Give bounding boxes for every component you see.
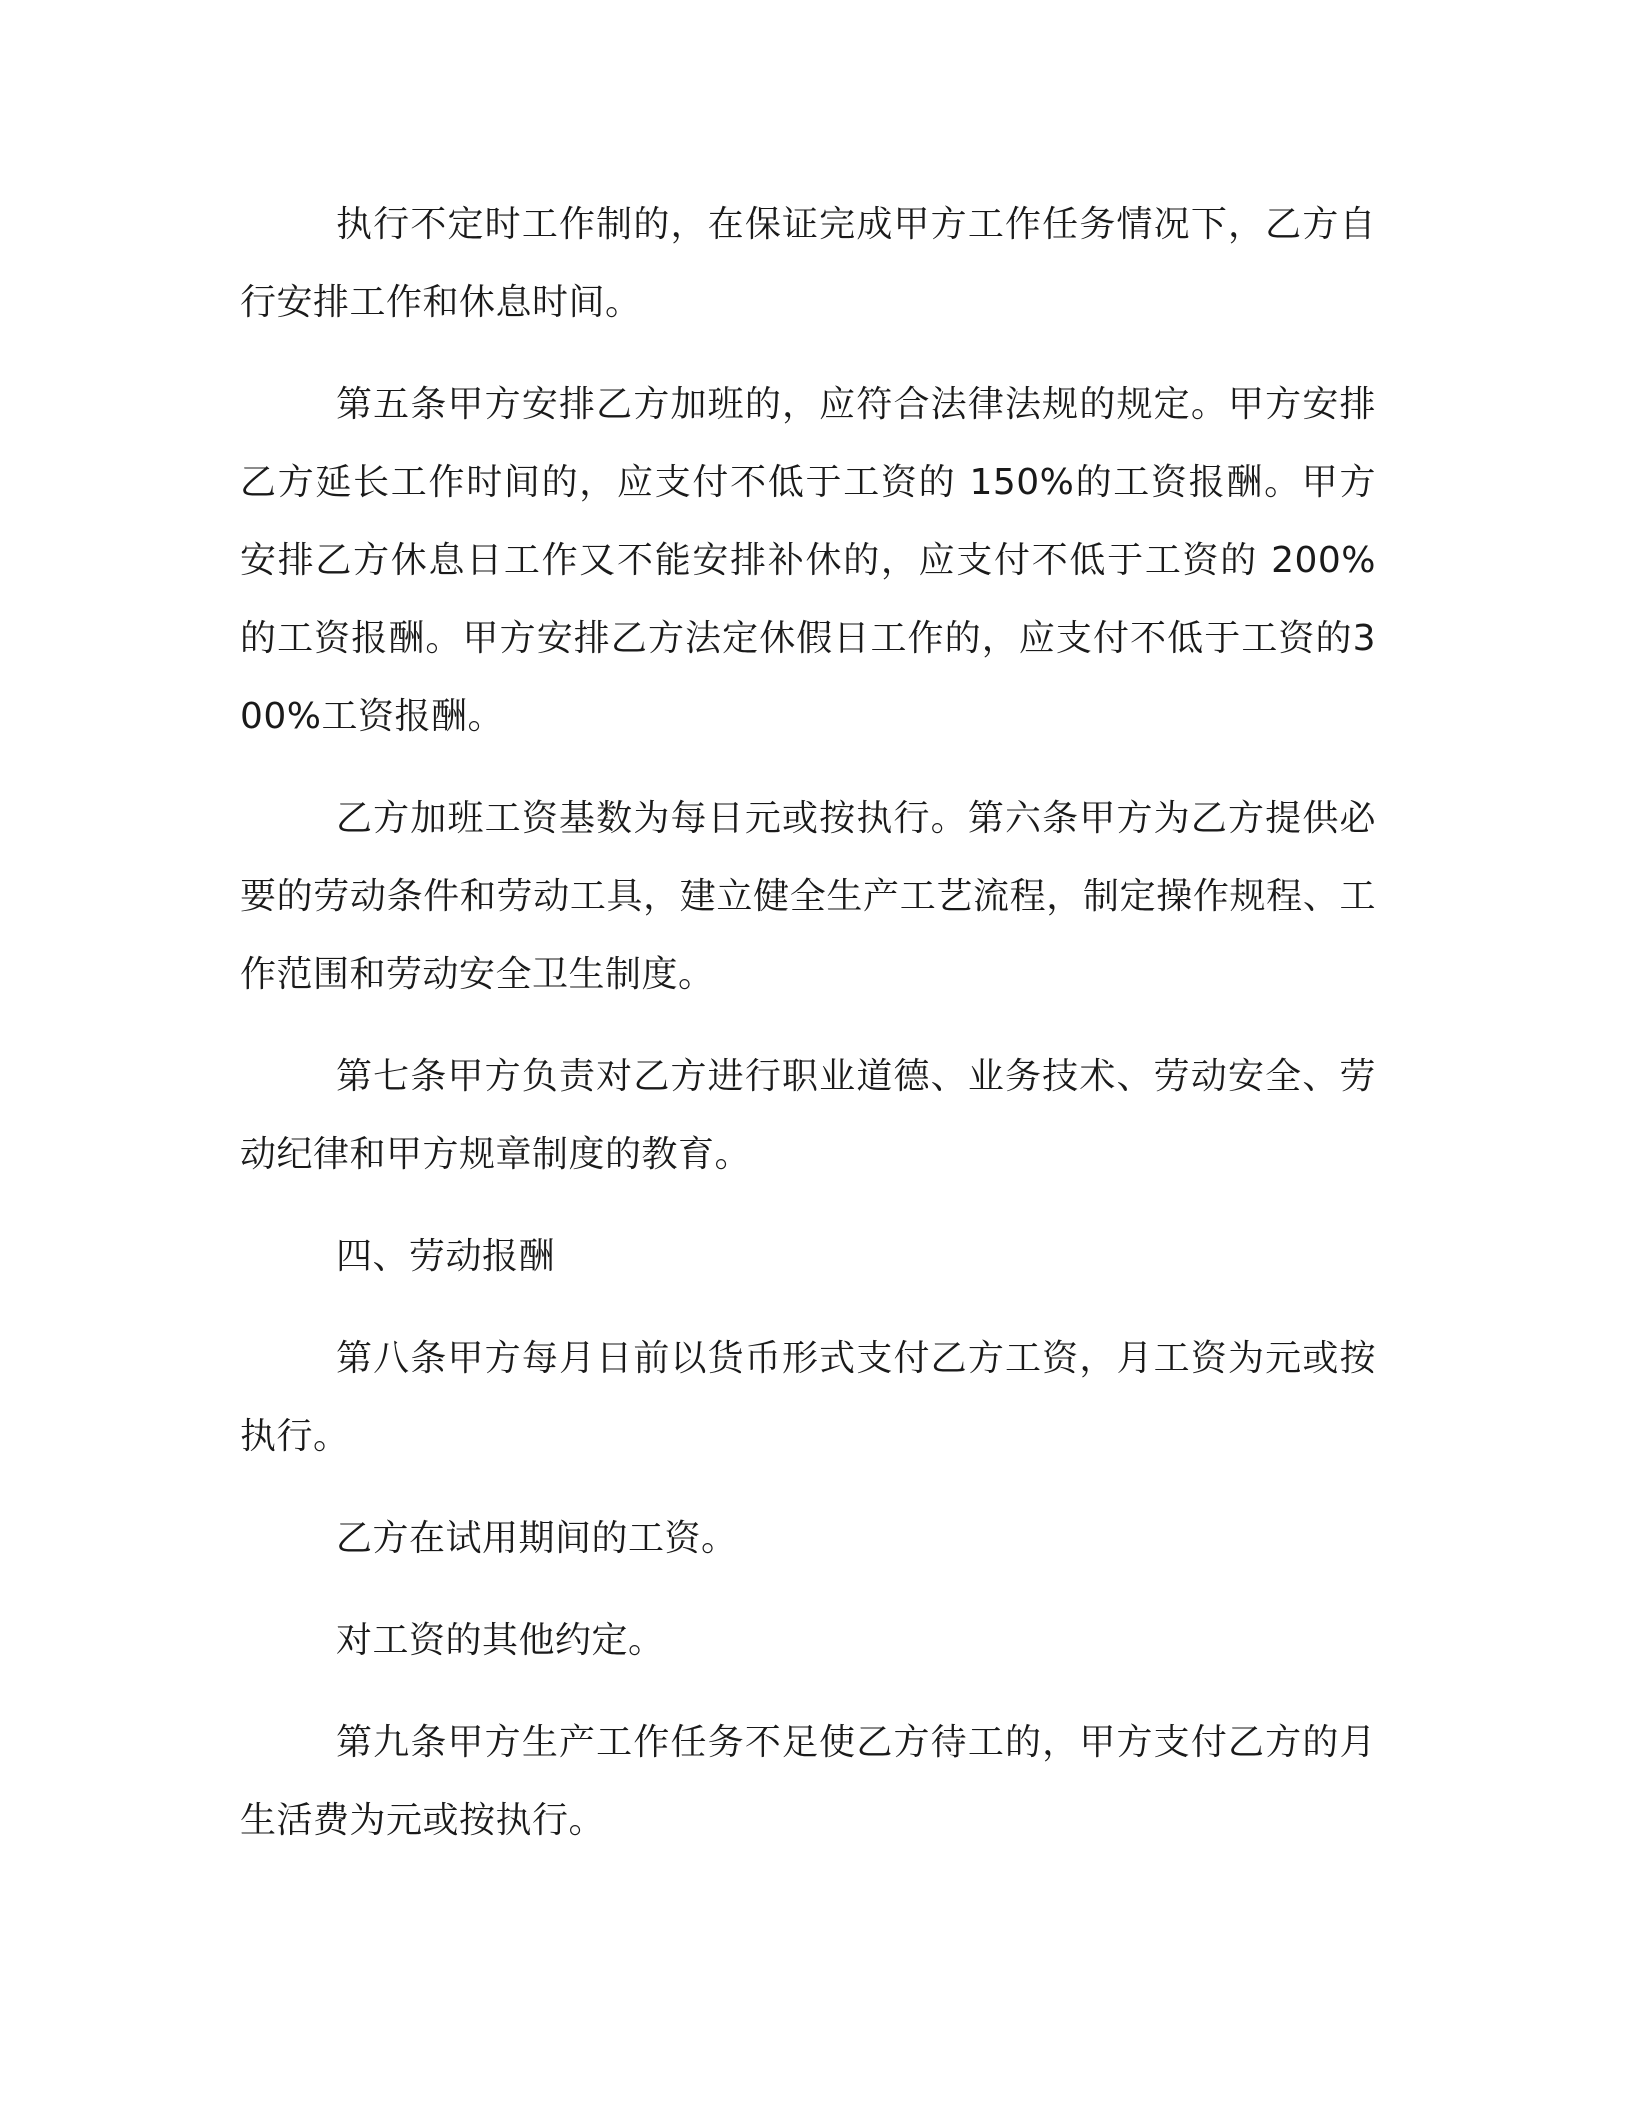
paragraph-article-5-overtime: 第五条甲方安排乙方加班的，应符合法律法规的规定。甲方安排乙方延长工作时间的，应支付不低于工资的 150%的工资报酬。甲方安排乙方休息日工作又不能安排补休的，应支付不低于工资的 200%的工资报酬。甲方安排乙方法定休假日工作的，应支付不低于工资的300%工资报酬。 <box>240 384 1376 737</box>
paragraph-article-9-living-allowance: 第九条甲方生产工作任务不足使乙方待工的，甲方支付乙方的月生活费为元或按执行。 <box>240 1722 1376 1841</box>
paragraph-probation-wage: 乙方在试用期间的工资。 <box>336 1518 738 1559</box>
paragraph-other-wage-terms: 对工资的其他约定。 <box>336 1620 665 1661</box>
paragraph-article-8-wages: 第八条甲方每月日前以货币形式支付乙方工资，月工资为元或按执行。 <box>240 1338 1376 1457</box>
section-heading-labor-remuneration: 四、劳动报酬 <box>336 1236 556 1277</box>
paragraph-article-6-conditions: 乙方加班工资基数为每日元或按执行。第六条甲方为乙方提供必要的劳动条件和劳动工具，建立健全生产工艺流程，制定操作规程、工作范围和劳动安全卫生制度。 <box>240 798 1376 995</box>
paragraph-article-7-education: 第七条甲方负责对乙方进行职业道德、业务技术、劳动安全、劳动纪律和甲方规章制度的教育。 <box>240 1056 1376 1175</box>
paragraph-irregular-hours: 执行不定时工作制的，在保证完成甲方工作任务情况下，乙方自行安排工作和休息时间。 <box>240 204 1376 323</box>
document-body <box>240 186 1376 1884</box>
